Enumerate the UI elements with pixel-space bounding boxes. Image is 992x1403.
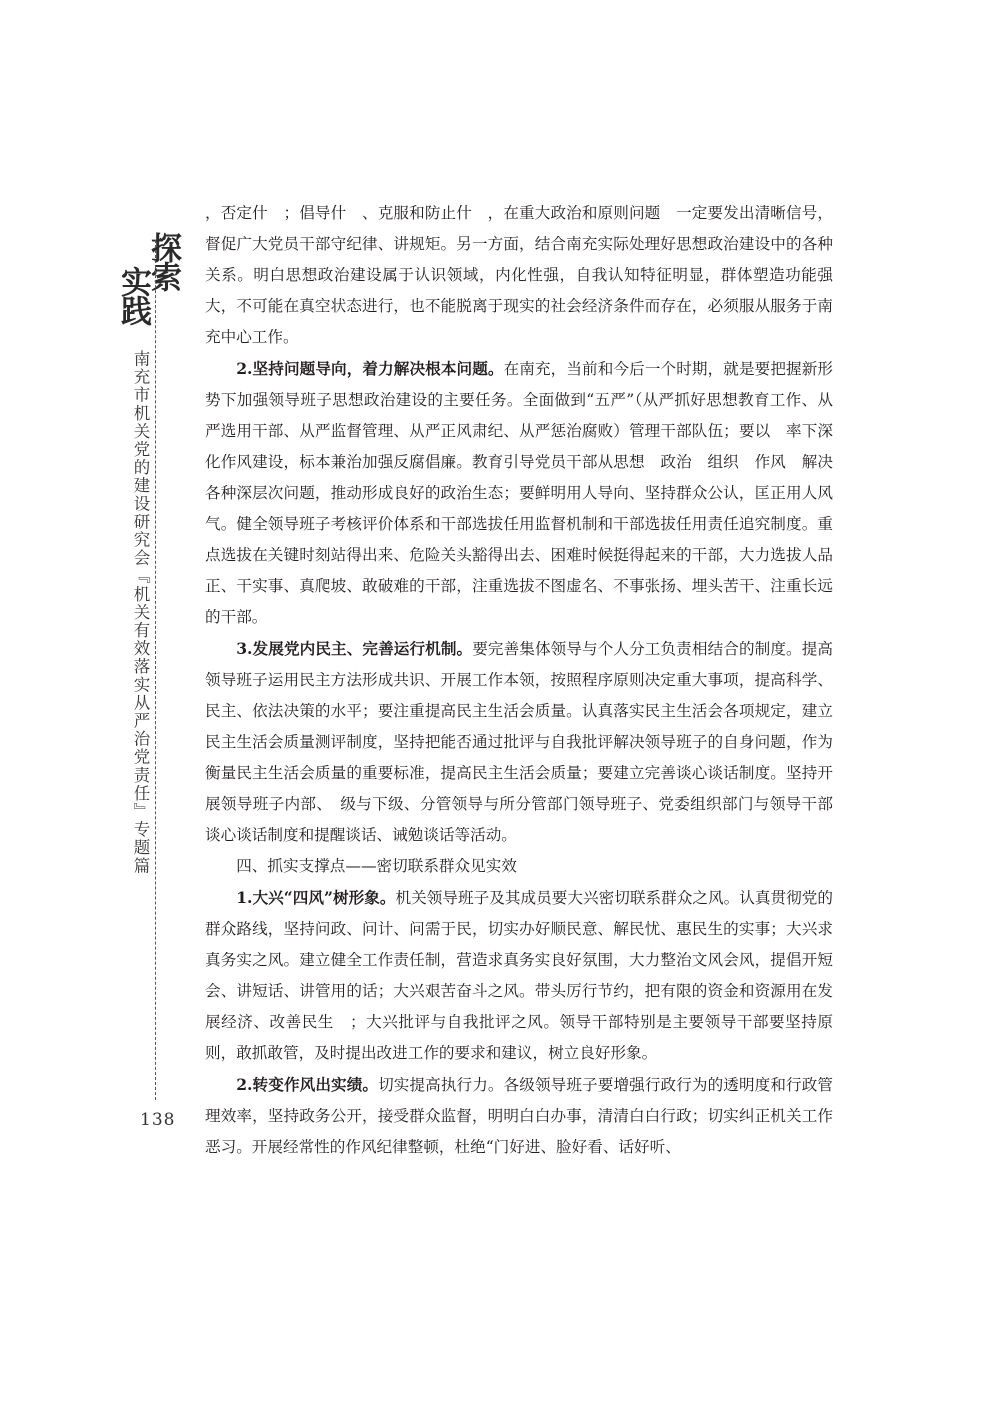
paragraph-2 [205,353,833,633]
section-heading [205,851,833,882]
logo-line-2: 实践 [115,266,151,324]
paragraph-5-text: 机关领导班子及其成员要大兴密切联系群众之风。认真贯彻党的群众路线，坚持问政、问计、问需于民，切实办好顺民意、解民忧、惠民生的实事；大兴求真务实之风。建立健全工作责任制，营造求真务实良好氛围，大力整治文风会风，提倡开短会、讲短话、讲管用的话；大兴艰苦奋斗之风。带头厉行节约，把有限的资金和资源用在发展经济、改善民生 ；大兴批评与自我批评之风。领导干部特别是主要领导干部要坚持原则，敢抓敢管，及时提出改进工作的要求和建议，树立良好形象。 [205,889,833,1062]
page-number: 138 [140,1110,176,1130]
section-title-vertical: 南充市机关党的建设研究会『机关有效落实从严治党责任』专题篇 [131,350,150,875]
logo-line-1: 探索 [145,232,181,290]
paragraph-5-heading: 1.大兴“四风”树形象。 [236,888,396,907]
paragraph-3-heading: 3.发展党内民主、完善运行机制。 [236,639,473,658]
margin-divider [155,240,156,1100]
paragraph-5 [205,882,833,1069]
paragraph-6-text: 切实提高执行力。各级领导班子要增强行政行为的透明度和行政管理效率，坚持政务公开，接受群众监督，明明白白办事，清清白白行政；切实纠正机关工作恶习。开展经常性的作风纪律整顿，杜绝“门好进、脸好看、话好听、 [205,1076,833,1156]
paragraph-6 [205,1069,833,1163]
paragraph-1-text: ，否定什 ；倡导什 、克服和防止什 ，在重大政治和原则问题 一定要发出清晰信号，督促广大党员干部守纪律、讲规矩。另一方面，结合南充实际处理好思想政治建设中的各种关系。明白思想政治建设属于认识领域，内化性强，自我认知特征明显，群体塑造功能强大，不可能在真空状态进行，也不能脱离于现实的社会经济条件而存在，必须服从服务于南充中心工作。 [205,204,833,346]
section-heading-text: 四、抓实支撑点——密切联系群众见实效 [236,857,517,875]
section-logo [112,232,184,342]
paragraph-3-text: 要完善集体领导与个人分工负责相结合的制度。提高领导班子运用民主方法形成共识、开展工作本领，按照程序原则决定重大事项，提高科学、民主、依法决策的水平；要注重提高民主生活会质量。认真落实民主生活会各项规定，建立民主生活会质量测评制度，坚持把能否通过批评与自我批评解决领导班子的自身问题，作为衡量民主生活会质量的重要标准，提高民主生活会质量；要建立完善谈心谈话制度。坚持开展领导班子内部、 级与下级、分管领导与所分管部门领导班子、党委组织部门与领导干部谈心谈话制度和提醒谈话、诫勉谈话等活动。 [205,640,833,844]
paragraph-2-heading: 2.坚持问题导向，着力解决根本问题。 [236,359,504,378]
paragraph-3 [205,633,833,851]
paragraph-6-heading: 2.转变作风出实绩。 [236,1075,379,1094]
paragraph-1 [205,198,833,353]
paragraph-2-text: 在南充，当前和今后一个时期，就是要把握新形势下加强领导班子思想政治建设的主要任务。全面做到“五严”（从严抓好思想教育工作、从严选用干部、从严监督管理、从严正风肃纪、从严惩治腐败）管理干部队伍；要以 率下深化作风建设，标本兼治加强反腐倡廉。教育引导党员干部从思想 政治 组织 作风 解决各种深层次问题，推动形成良好的政治生态；要鲜明用人导向、坚持群众公认，匡正用人风气。健全领导班子考核评价体系和干部选拔任用监督机制和干部选拔任用责任追究制度。重点选拔在关键时刻站得出来、危险关头豁得出去、困难时候挺得起来的干部，大力选拔人品正、干实事、真爬坡、敢破难的干部，注重选拔不图虚名、不事张扬、埋头苦干、注重长远的干部。 [205,360,833,626]
body-text [205,198,833,1163]
